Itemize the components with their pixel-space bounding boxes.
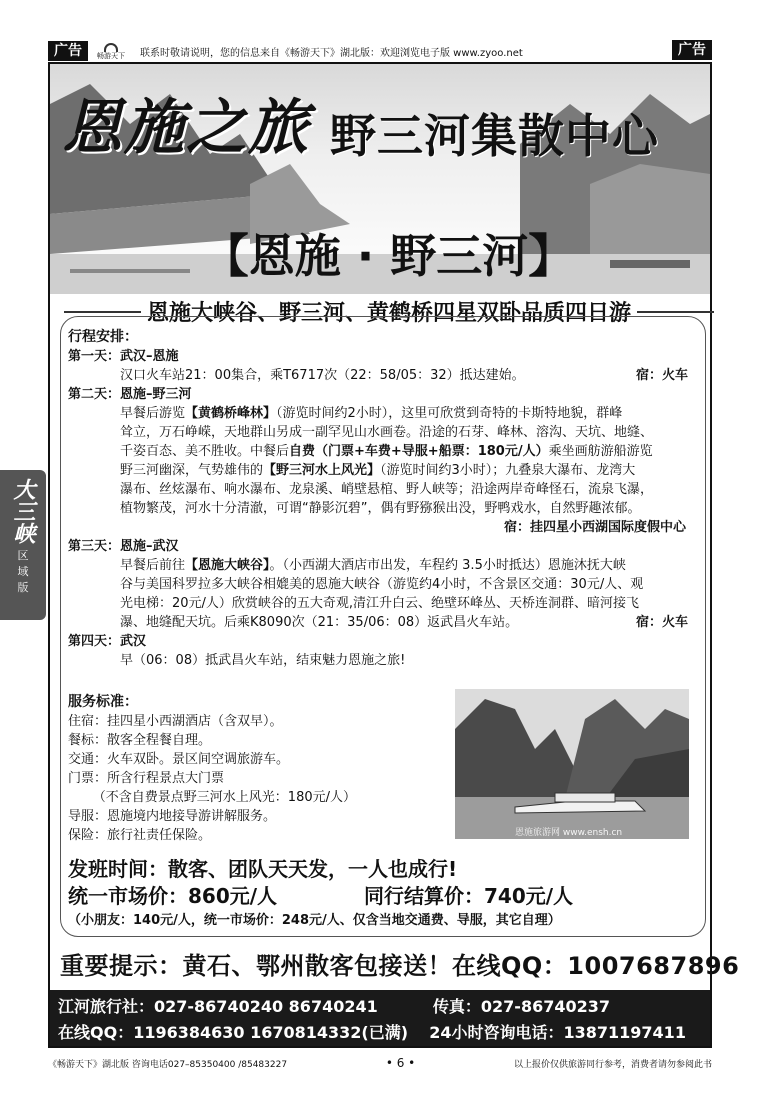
text-line: 谷与美国科罗拉多大峡谷相媲美的恩施大峡谷（游览约4小时，不含景区交通：30元/人、观 (120, 577, 644, 592)
text-span: （游览时间约2小时），这里可欣赏到奇特的卡斯特地貌，群峰 (276, 406, 623, 421)
publication-logo (94, 41, 128, 61)
text-span: 。（小西湖大酒店市出发，车程约 3.5小时抵达）恩施沐抚大峡 (269, 558, 626, 573)
day-3-body (68, 556, 700, 632)
day-label: 第三天： (68, 539, 121, 554)
service-item: 门票：所含行程景点大门票 (68, 771, 225, 786)
side-tab-char: 域 (17, 565, 29, 578)
text-span: 千姿百态、美不胜收。中餐后 (120, 444, 290, 459)
divider (637, 311, 714, 313)
attraction-name: 【野三河水上风光】 (263, 463, 381, 478)
day-label: 第二天： (68, 387, 121, 402)
tour-subtitle: 恩施大峡谷、野三河、黄鹤桥四星双卧品质四日游 (147, 300, 632, 326)
service-heading: 服务标准： (68, 694, 138, 710)
text-span: 瀑、地缝配天坑。后乘K8090次（21：35/06：08）返武昌火车站。 (120, 615, 519, 630)
brand-title: 恩施之旅 (62, 93, 310, 163)
attraction-name: 【恩施大峡谷】 (185, 558, 270, 573)
day-title: 恩施–武汉 (120, 539, 179, 554)
top-bar (48, 40, 712, 62)
side-tab-title: 大三峡 (10, 478, 36, 544)
center-name: 野三河集散中心 (330, 109, 659, 163)
top-note: 联系时敬请说明，您的信息来自《畅游天下》湖北版：欢迎浏览电子版 www.zyoo.net (140, 47, 523, 59)
day-label: 第四天： (68, 634, 121, 649)
text-line (120, 404, 700, 423)
text-line (120, 442, 700, 461)
side-tab-char: 版 (17, 581, 29, 594)
day-title: 武汉–恩施 (120, 349, 179, 364)
divider (64, 311, 141, 313)
contact-row-2 (58, 1020, 686, 1043)
day-1-header (68, 347, 700, 366)
day-stay: 宿：挂四星小西湖国际度假中心 (503, 520, 686, 535)
route-title: 【恩施 · 野三河】 (202, 229, 575, 283)
day-title: 恩施–野三河 (120, 387, 192, 402)
photo-watermark: 恩施旅游网 www.ensh.cn (515, 828, 623, 838)
service-item: 导服：恩施境内地接导游讲解服务。 (68, 809, 277, 824)
day-stay: 宿：火车 (635, 615, 688, 630)
sun-icon (104, 43, 118, 52)
text-span: 野三河幽深，气势雄伟的 (120, 463, 264, 478)
agency-phone: 江河旅行社：027-86740240 86740241 (58, 997, 378, 1016)
itinerary-heading: 行程安排： (68, 329, 138, 345)
logo-text: 畅游天下 (97, 51, 125, 60)
service-item: 交通：火车双卧。景区间空调旅游车。 (68, 752, 290, 767)
service-item: （不含自费景点野三河水上风光：180元/人） (68, 790, 356, 805)
text-line (120, 556, 700, 575)
service-standards (68, 693, 448, 845)
optional-fee: 自费（门票+车费+导服+船票：180元/人） (289, 444, 549, 459)
day-3-header (68, 537, 700, 556)
day-2-header (68, 385, 700, 404)
day-label: 第一天： (68, 349, 121, 364)
service-item: 保险：旅行社责任保险。 (68, 828, 212, 843)
text-span: 早餐后游览 (120, 406, 186, 421)
side-section-tab (0, 470, 46, 620)
day-1-body (68, 366, 700, 385)
day-2-body (68, 404, 700, 537)
day-title: 武汉 (120, 634, 147, 649)
text-line (120, 461, 700, 480)
service-item: 住宿：挂四星小西湖酒店（含双早）。 (68, 714, 283, 729)
important-notice: 重要提示：黄石、鄂州散客包接送！在线QQ：1007687896 (60, 952, 740, 980)
contact-bar (50, 990, 710, 1046)
itinerary (68, 328, 700, 670)
text-span: 乘坐画舫游船游览 (548, 444, 653, 459)
price-row (68, 880, 668, 909)
text-line: 光电梯：20元/人）欣赏峡谷的五大奇观,清江升白云、绝壁环峰丛、天桥连洞群、暗河接飞 (120, 596, 640, 611)
text-span: 早餐后前往 (120, 558, 186, 573)
text-span: （游览时间约3小时）；九叠泉大瀑布、龙湾大 (380, 463, 636, 478)
market-price: 统一市场价：860元/人 (68, 884, 278, 908)
text-line (120, 613, 700, 632)
page-number: • 6 • (385, 1056, 416, 1070)
day-stay: 宿：火车 (635, 368, 688, 383)
footer (48, 1056, 712, 1070)
text-line: 早（06：08）抵武昌火车站，结束魅力恩施之旅! (120, 653, 406, 668)
side-tab-char: 区 (17, 549, 29, 562)
text-line: 植物繁茂，河水十分清澈，可谓“静影沉碧”，偶有野猕猴出没，野鸭戏水，自然野趣浓郁。 (120, 501, 641, 516)
attraction-name: 【黄鹤桥峰林】 (185, 406, 277, 421)
footer-left: 《畅游天下》湖北版 咨询电话027–85350400 /85483227 (48, 1059, 288, 1070)
service-item: 餐标：散客全程餐自理。 (68, 733, 212, 748)
departure-info: 发班时间：散客、团队天天发，一人也成行! (68, 857, 458, 881)
gorge-photo-graphic (455, 689, 689, 839)
ad-label-left: 广告 (48, 41, 88, 61)
contact-row-1 (58, 994, 610, 1017)
gorge-boat-photo (455, 689, 689, 839)
day-text: 汉口火车站21：00集合，乘T6717次（22：58/05：32）抵达建始。 (120, 368, 525, 383)
day-4-body (68, 651, 700, 670)
peer-price: 同行结算价：740元/人 (364, 884, 574, 908)
qq-numbers: 在线QQ：1196384630 1670814332(已满) (58, 1023, 409, 1042)
fax-number: 传真：027-86740237 (432, 997, 611, 1016)
ad-label-right: 广告 (672, 40, 712, 60)
day-4-header (68, 632, 700, 651)
child-price: （小朋友：140元/人，统一市场价：248元/人、仅含当地交通费、导服，其它自理） (68, 913, 561, 928)
footer-right: 以上报价仅供旅游同行参考，消费者请勿参阅此书 (513, 1059, 712, 1070)
text-line: 耸立，万石峥嵘，天地群山另成一副罕见山水画卷。沿途的石芽、峰林、溶沟、天坑、地缝、 (120, 425, 654, 440)
text-line: 瀑布、丝炫瀑布、响水瀑布、龙泉溪、峭壁悬棺、野人峡等；沿途两岸奇峰怪石，流泉飞瀑， (120, 482, 654, 497)
hotline: 24小时咨询电话：13871197411 (429, 1023, 686, 1042)
